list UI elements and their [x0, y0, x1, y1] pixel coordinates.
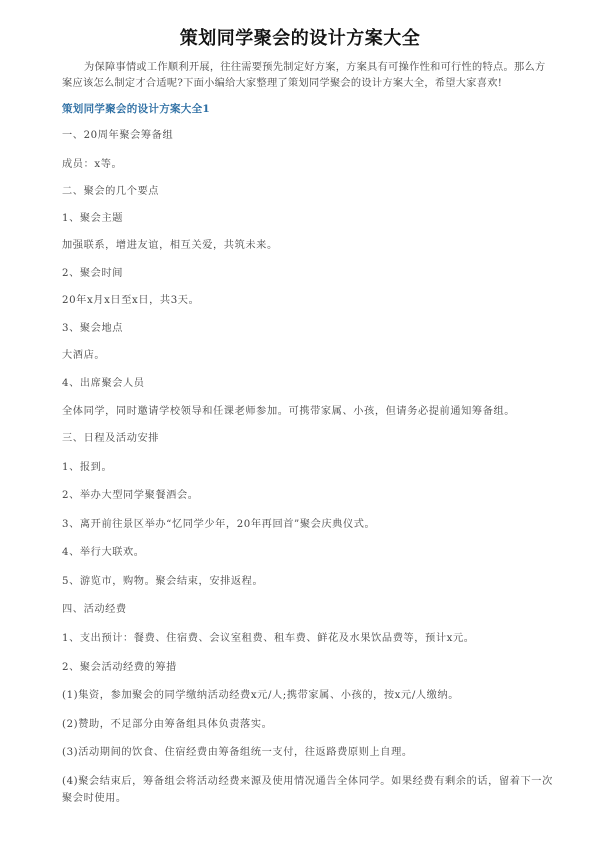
schedule-item-2: 2、举办大型同学聚餐酒会。	[62, 490, 199, 501]
heading-expenses: 四、活动经费	[62, 604, 127, 615]
subheading-attendees: 4、出席聚会人员	[62, 378, 145, 389]
heading-organizing-group: 一、20周年聚会筹备组	[62, 130, 174, 141]
expenses-item-2: 2、聚会活动经费的筹措	[62, 662, 177, 673]
document-title: 策划同学聚会的设计方案大全	[179, 28, 421, 49]
theme-text: 加强联系，增进友谊，相互关爱，共筑未来。	[62, 240, 278, 251]
heading-key-points: 二、聚会的几个要点	[62, 186, 160, 197]
schedule-item-5: 5、游览市，购物。聚会结束，安排返程。	[62, 576, 264, 587]
funding-item-3: (3)活动期间的饮食、住宿经费由筹备组统一支付，往返路费原则上自理。	[62, 747, 413, 758]
expenses-item-1: 1、支出预计：餐费、住宿费、会议室租费、租车费、鲜花及水果饮品费等，预计x元。	[62, 633, 475, 644]
members-line: 成员：x等。	[62, 159, 123, 170]
section-subtitle: 策划同学聚会的设计方案大全1	[62, 103, 211, 115]
heading-schedule: 三、日程及活动安排	[62, 433, 160, 444]
schedule-item-1: 1、报到。	[62, 462, 113, 473]
location-text: 大酒店。	[62, 350, 106, 361]
funding-item-4: (4)聚会结束后，筹备组会将活动经费来源及使用情况通告全体同学。如果经费有剩余的话，留着下一次聚会时使用。	[62, 776, 553, 804]
time-text: 20年x月x日至x日，共3天。	[62, 295, 200, 306]
subheading-theme: 1、聚会主题	[62, 213, 124, 224]
subheading-location: 3、聚会地点	[62, 323, 124, 334]
intro-paragraph: 为保障事情或工作顺利开展，往往需要预先制定好方案，方案具有可操作性和可行性的特点。那么方案应该怎么制定才合适呢?下面小编给大家整理了策划同学聚会的设计方案大全，希望大家喜欢!	[62, 62, 546, 89]
funding-item-1: (1)集资，参加聚会的同学缴纳活动经费x元/人;携带家属、小孩的，按x元/人缴纳。	[62, 690, 460, 701]
schedule-item-3: 3、离开前往景区举办“忆同学少年，20年再回首”聚会庆典仪式。	[62, 519, 376, 530]
funding-item-2: (2)赞助，不足部分由筹备组具体负责落实。	[62, 719, 273, 730]
attendees-text: 全体同学，同时邀请学校领导和任课老师参加。可携带家属、小孩，但请务必提前通知筹备组。	[62, 406, 516, 417]
subheading-time: 2、聚会时间	[62, 268, 124, 279]
schedule-item-4: 4、举行大联欢。	[62, 547, 145, 558]
